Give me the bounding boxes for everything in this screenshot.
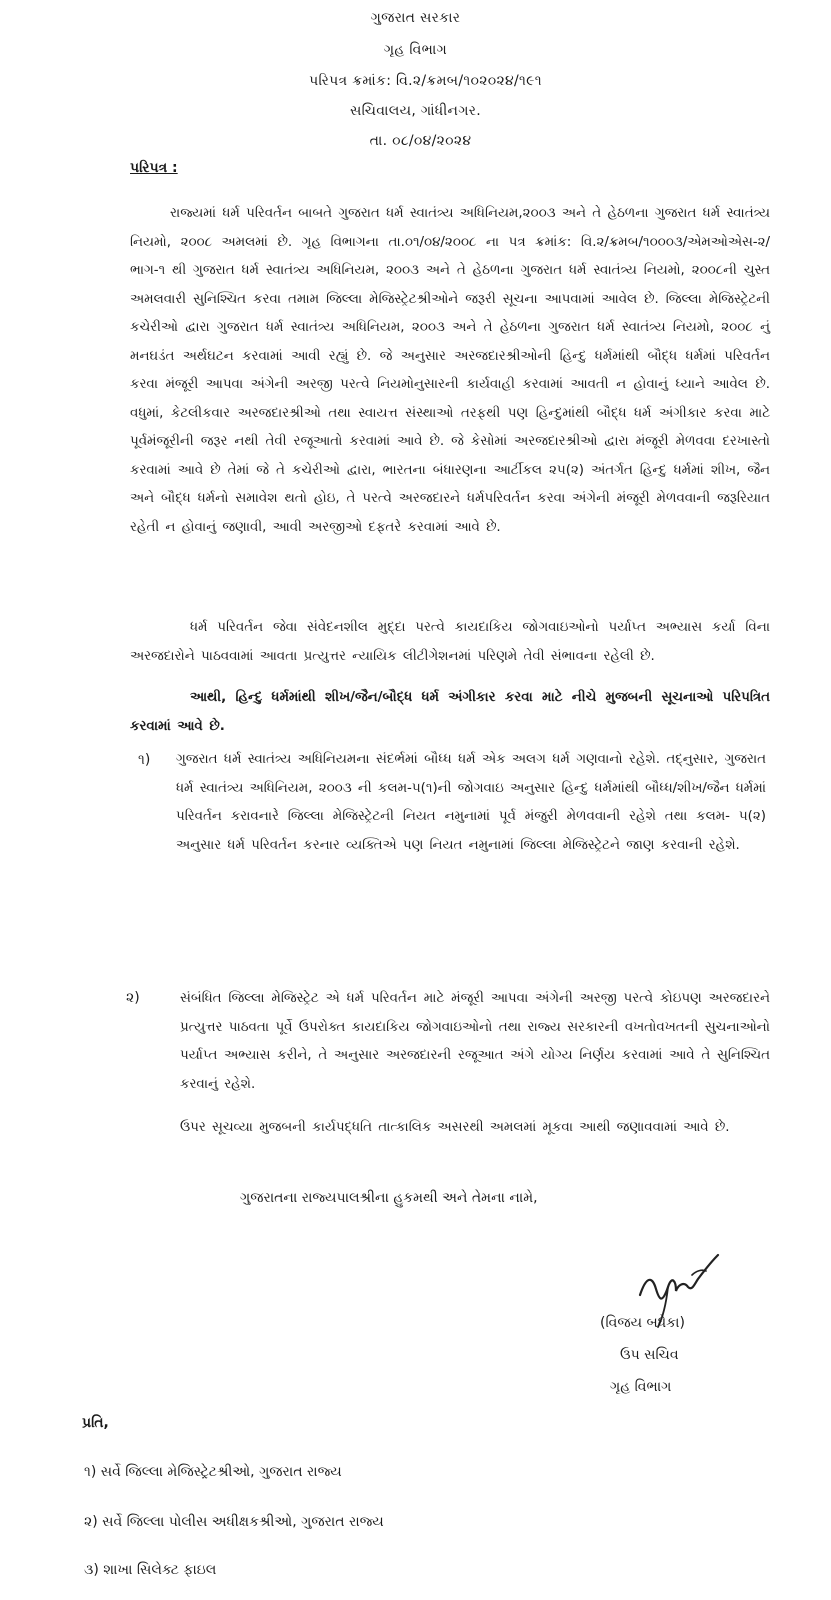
paragraph-background: રાજ્યમાં ધર્મ પરિવર્તન બાબતે ગુજરાત ધર્મ સ્વાતંત્ર્ય અધિનિયમ,૨૦૦૩ અને તે હેઠળના ગુજરાત ધર્મ સ્વાતંત્ર્ય નિયમો, ૨૦૦૮ અમલમાં છે. ગૃહ વિભાગના તા.૦૧/૦૪/૨૦૦૮ ના પત્ર ક્રમાંક: વિ.૨/ક્રમબ/૧૦૦૦૩/એમઓએસ-૨/ભાગ-૧ થી ગુજરાત ધર્મ સ્વાતંત્ર્ય અધિનિયમ, ૨૦૦૩ અને તે હેઠળના ગુજરાત ધર્મ સ્વાતંત્ર્ય નિયમો, ૨૦૦૮ની ચુસ્ત અમલવારી સુનિશ્ચિત કરવા તમામ જિલ્લા મેજિસ્ટ્રેટશ્રીઓને જરૂરી સૂચના આપવામાં આવેલ છે. જિલ્લા મેજિસ્ટ્રેટની કચેરીઓ દ્વારા ગુજરાત ધર્મ સ્વાતંત્ર્ય અધિનિયમ, ૨૦૦૩ અને તે હેઠળના ગુજરાત ધર્મ સ્વાતંત્ર્ય નિયમો, ૨૦૦૮ નું મનઘડંત અર્થઘટન કરવામાં આવી રહ્યું છે. જે અનુસાર અરજદારશ્રીઓની હિન્દુ ધર્મમાંથી બૌદ્ધ ધર્મમાં પરિવર્તન કરવા મંજૂરી આપવા અંગેની અરજી પરત્વે નિયમોનુસારની કાર્યવાહી કરવામાં આવતી ન હોવાનું ધ્યાને આવેલ છે. વધુમાં, કેટલીકવાર અરજદારશ્રીઓ તથા સ્વાયત્ત સંસ્થાઓ તરફથી પણ હિન્દુમાંથી બૌદ્ધ ધર્મ અંગીકાર કરવા માટે પૂર્વમંજૂરીની જરૂર નથી તેવી રજૂઆતો કરવામાં આવે છે. જે કેસોમાં અરજદારશ્રીઓ દ્વારા મંજૂરી મેળવવા દરખાસ્તો કરવામાં આવે છે તેમાં જે તે કચેરીઓ દ્વારા, ભારતના બંધારણના આર્ટીકલ ૨૫(૨) અંતર્ગત હિન્દુ ધર્મમાં શીખ, જૈન અને બૌદ્ધ ધર્મનો સમાવેશ થતો હોઇ, તે પરત્વે અરજદારને ધર્મપરિવર્તન કરવા અંગેની મંજૂરી મેળવવાની જરૂરિયાત રહેતી ન હોવાનું જણાવી, આવી અરજીઓ દફતરે કરવામાં આવે છે. (130, 206, 770, 535)
copy-to-item: ૧) સર્વે જિલ્લા મેજિસ્ટ્રેટશ્રીઓ, ગુજરાત રાજ્ય (84, 1464, 342, 1480)
item-number-1: ૧) (138, 752, 151, 768)
copy-to-item: ૨) સર્વે જિલ્લા પોલીસ અધીક્ષકશ્રીઓ, ગુજરાત રાજ્ય (84, 1514, 384, 1530)
signatory-department: ગૃહ વિભાગ (610, 1379, 672, 1395)
instruction-item-2: સંબંધિત જિલ્લા મેજિસ્ટ્રેટ એ ધર્મ પરિવર્તન માટે મંજૂરી આપવા અંગેની અરજી પરત્વે કોઇપણ અરજદારને પ્રત્યુત્તર પાઠવતા પૂર્વે ઉપરોક્ત કાયદાકિય જોગવાઇઓનો તથા રાજ્ય સરકારની વખતોવખતની સુચનાઓનો પર્યાપ્ત અભ્યાસ કરીને, તે અનુસાર અરજદારની રજૂઆત અંગે યોગ્ય નિર્ણય કરવામાં આવે તે સુનિશ્ચિત કરવાનું રહેશે. (180, 991, 770, 1092)
header-government: ગુજરાત સરકાર (370, 10, 461, 26)
paragraph-concern: ધર્મ પરિવર્તન જેવા સંવેદનશીલ મુદ્દા પરત્વે કાયદાકિય જોગવાઇઓનો પર્યાપ્ત અભ્યાસ કર્યા વિના અરજદારોને પાઠવવામાં આવતા પ્રત્યુત્તર ન્યાયિક લીટીગેશનમાં પરિણમે તેવી સંભાવના રહેલી છે. (130, 620, 770, 664)
header-place: સચિવાલય, ગાંધીનગર. (349, 103, 482, 119)
instruction-item-1: ગુજરાત ધર્મ સ્વાતંત્ર્ય અધિનિયમના સંદર્ભમાં બૌધ્ધ ધર્મ એક અલગ ધર્મ ગણવાનો રહેશે. તદ્નુસાર, ગુજરાત ધર્મ સ્વાતંત્ર્ય અધિનિયમ, ૨૦૦૩ ની કલમ-૫(૧)ની જોગવાઇ અનુસાર હિન્દુ ધર્મમાંથી બૌધ્ધ/શીખ/જૈન ધર્મમાં પરિવર્તન કરાવનારે જિલ્લા મેજિસ્ટ્રેટની નિયત નમુનામાં પૂર્વ મંજુરી મેળવવાની રહેશે તથા કલમ- ૫(૨) અનુસાર ધર્મ પરિવર્તન કરનાર વ્યક્તિએ પણ નિયત નમુનામાં જિલ્લા મેજિસ્ટ્રેટને જાણ કરવાની રહેશે. (176, 752, 766, 853)
paragraph-authority: ગુજરાતના રાજ્યપાલશ્રીના હુકમથી અને તેમના નામે, (240, 1190, 538, 1206)
header-circular-number: પરિપત્ર ક્રમાંક: વિ.૨/ક્રમબ/૧૦૨૦૨૪/૧૯૧ (309, 73, 542, 89)
paragraph-instructions-intro: આથી, હિન્દુ ધર્મમાંથી શીખ/જૈન/બૌદ્ધ ધર્મ અંગીકાર કરવા માટે નીચે મુજબની સૂચનાઓ પરિપત્રિત કરવામાં આવે છે. (130, 690, 770, 734)
paragraph-implementation: ઉપર સૂચવ્યા મુજબની કાર્યપદ્ધતિ તાત્કાલિક અસરથી અમલમાં મૂકવા આથી જણાવવામાં આવે છે. (180, 1120, 730, 1135)
signatory-designation: ઉપ સચિવ (620, 1347, 679, 1363)
header-department: ગૃહ વિભાગ (383, 42, 448, 58)
header-date: તા. ૦૮/૦૪/૨૦૨૪ (369, 133, 472, 149)
copy-to-item: ૩) શાખા સિલેક્ટ ફાઇલ (84, 1562, 217, 1578)
signatory-name: (વિજય બધેકા) (600, 1315, 685, 1331)
copy-to-label: પ્રતિ, (82, 1415, 109, 1431)
circular-label: પરિપત્ર : (130, 160, 178, 176)
item-number-2: ૨) (126, 990, 140, 1006)
